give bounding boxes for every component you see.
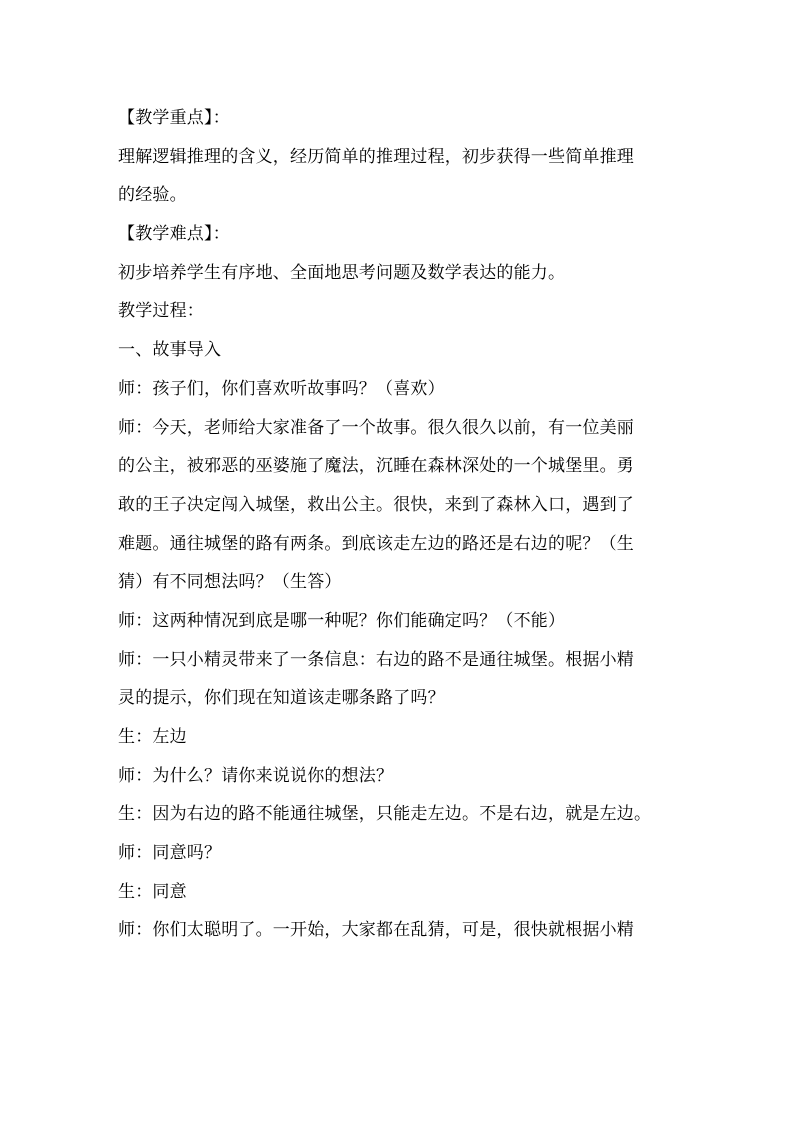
- dialogue-line: 的公主，被邪恶的巫婆施了魔法，沉睡在森林深处的一个城堡里。勇: [118, 456, 634, 477]
- dialogue-line: 灵的提示，你们现在知道该走哪条路了吗？: [118, 688, 445, 709]
- dialogue-line: 师：你们太聪明了。一开始，大家都在乱猜，可是，很快就根据小精: [118, 920, 634, 941]
- dialogue-line: 师：这两种情况到底是哪一种呢？你们能确定吗？（不能）: [118, 610, 566, 631]
- dialogue-line: 猜）有不同想法吗？（生答）: [118, 572, 342, 593]
- dialogue-line: 敢的王子决定闯入城堡，救出公主。很快，来到了森林入口，遇到了: [118, 494, 634, 515]
- dialogue-line: 生：因为右边的路不能通往城堡，只能走左边。不是右边，就是左边。: [118, 804, 652, 825]
- dialogue-line: 难题。通往城堡的路有两条。到底该走左边的路还是右边的呢？（生: [118, 533, 634, 554]
- dialogue-line: 生：同意: [118, 881, 187, 902]
- dialogue-line: 师：为什么？请你来说说你的想法？: [118, 765, 394, 786]
- paragraph-line: 理解逻辑推理的含义，经历简单的推理过程，初步获得一些简单推理: [118, 146, 634, 167]
- paragraph-line: 初步培养学生有序地、全面地思考问题及数学表达的能力。: [118, 262, 566, 283]
- heading-teaching-difficulty: 【教学难点】：: [118, 224, 230, 245]
- dialogue-line: 师：一只小精灵带来了一条信息：右边的路不是通往城堡。根据小精: [118, 649, 634, 670]
- heading-teaching-process: 教学过程：: [118, 301, 204, 322]
- paragraph-line: 的经验。: [118, 185, 187, 206]
- dialogue-line: 生：左边: [118, 727, 187, 747]
- document-body: [118, 99, 678, 950]
- dialogue-line: 师：孩子们，你们喜欢听故事吗？（喜欢）: [118, 378, 445, 399]
- dialogue-line: 师：同意吗？: [118, 843, 222, 864]
- dialogue-line: 师：今天，老师给大家准备了一个故事。很久很久以前，有一位美丽: [118, 417, 634, 438]
- section-story-intro: 一、故事导入: [118, 340, 222, 361]
- heading-teaching-focus: 【教学重点】：: [118, 108, 230, 128]
